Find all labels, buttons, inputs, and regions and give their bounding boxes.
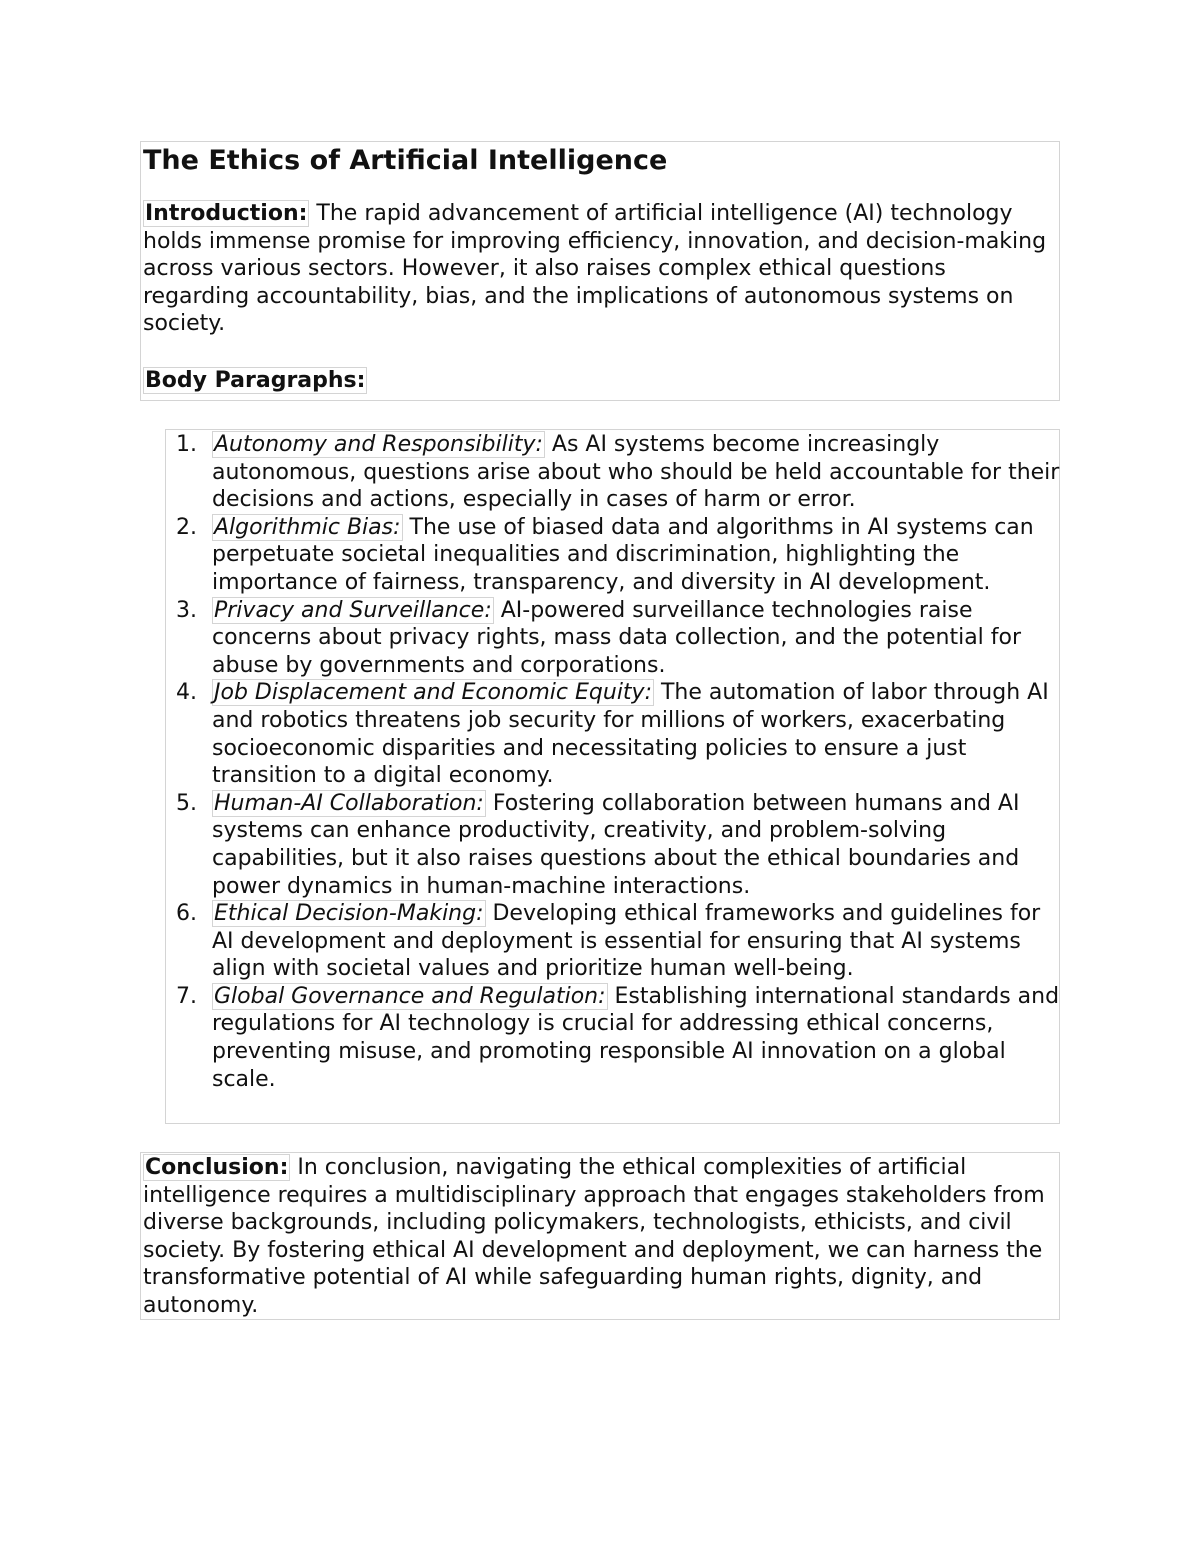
introduction-label: Introduction:	[145, 201, 308, 226]
body-list-section	[165, 429, 1060, 1124]
page-title: The Ethics of Artificial Intelligence	[143, 145, 668, 176]
list-item	[166, 679, 1061, 789]
list-item-text: AI-powered surveillance technologies raise concerns about privacy rights, mass data collection, and the potential for abuse by governments and corporations.	[212, 597, 1022, 678]
body-paragraphs-heading	[143, 367, 1057, 395]
list-item-text: Establishing international standards and regulations for AI technology is crucial for addressing ethical concerns, preventing misuse, and promoting responsible AI innovation on a global scale.	[212, 983, 1060, 1092]
list-item-text: The use of biased data and algorithms in AI systems can perpetuate societal inequalities and discrimination, highlighting the importance of fairness, transparency, and diversity in AI development.	[212, 514, 1034, 595]
list-item-text: Fostering collaboration between humans and AI systems can enhance productivity, creativity, and problem-solving capabilities, but it also raises questions about the ethical boundaries and power dynamics in human-machine interactions.	[212, 790, 1020, 899]
list-item-title: Privacy and Surveillance:	[214, 597, 492, 623]
list-item	[166, 597, 1061, 680]
body-list	[166, 431, 1061, 1093]
conclusion-text: In conclusion, navigating the ethical complexities of artificial intelligence requires a multidisciplinary approach that engages stakeholders from diverse backgrounds, including policymakers, technologists, ethicists, and civil society. By fostering ethical AI development and deployment, we can harness the transformative potential of AI while safeguarding human rights, dignity, and autonomy.	[143, 1155, 1045, 1318]
list-item	[166, 514, 1061, 597]
list-item-number: 6.	[176, 901, 197, 927]
list-item-number: 3.	[176, 597, 197, 623]
list-item-number: 2.	[176, 514, 197, 540]
list-item	[166, 431, 1061, 514]
list-item-number: 5.	[176, 790, 197, 816]
list-item-title: Ethical Decision-Making:	[214, 901, 484, 927]
list-item-title: Autonomy and Responsibility:	[214, 432, 543, 457]
list-item	[166, 790, 1061, 900]
intro-section	[140, 141, 1060, 401]
list-item-title: Job Displacement and Economic Equity:	[214, 680, 652, 706]
conclusion-paragraph	[143, 1154, 1057, 1320]
conclusion-label: Conclusion:	[145, 1155, 289, 1180]
list-item-title: Global Governance and Regulation:	[214, 983, 606, 1009]
list-item-text: Developing ethical frameworks and guidelines for AI development and deployment is essential for ensuring that AI systems align with societal values and prioritize human well-being.	[212, 901, 1041, 982]
list-item-title: Algorithmic Bias:	[214, 514, 401, 540]
list-item-number: 4.	[176, 680, 197, 706]
list-item-text: As AI systems become increasingly autonomous, questions arise about who should be held accountable for their decisions and actions, especially in cases of harm or error.	[212, 432, 1060, 513]
introduction-paragraph	[143, 200, 1057, 338]
list-item-number: 1.	[176, 432, 197, 457]
list-item-text: The automation of labor through AI and robotics threatens job security for millions of workers, exacerbating socioeconomic disparities and necessitating policies to ensure a just transition to a digital economy.	[212, 680, 1049, 789]
list-item-number: 7.	[176, 983, 197, 1009]
list-item-title: Human-AI Collaboration:	[214, 790, 484, 816]
list-item	[166, 900, 1061, 983]
list-item	[166, 983, 1061, 1093]
body-paragraphs-label: Body Paragraphs:	[145, 367, 366, 393]
introduction-text: The rapid advancement of artificial intelligence (AI) technology holds immense promise for improving efficiency, innovation, and decision-making across various sectors. However, it also raises complex ethical questions regarding accountability, bias, and the implications of autonomous systems on society.	[143, 201, 1047, 337]
conclusion-section	[140, 1152, 1060, 1320]
